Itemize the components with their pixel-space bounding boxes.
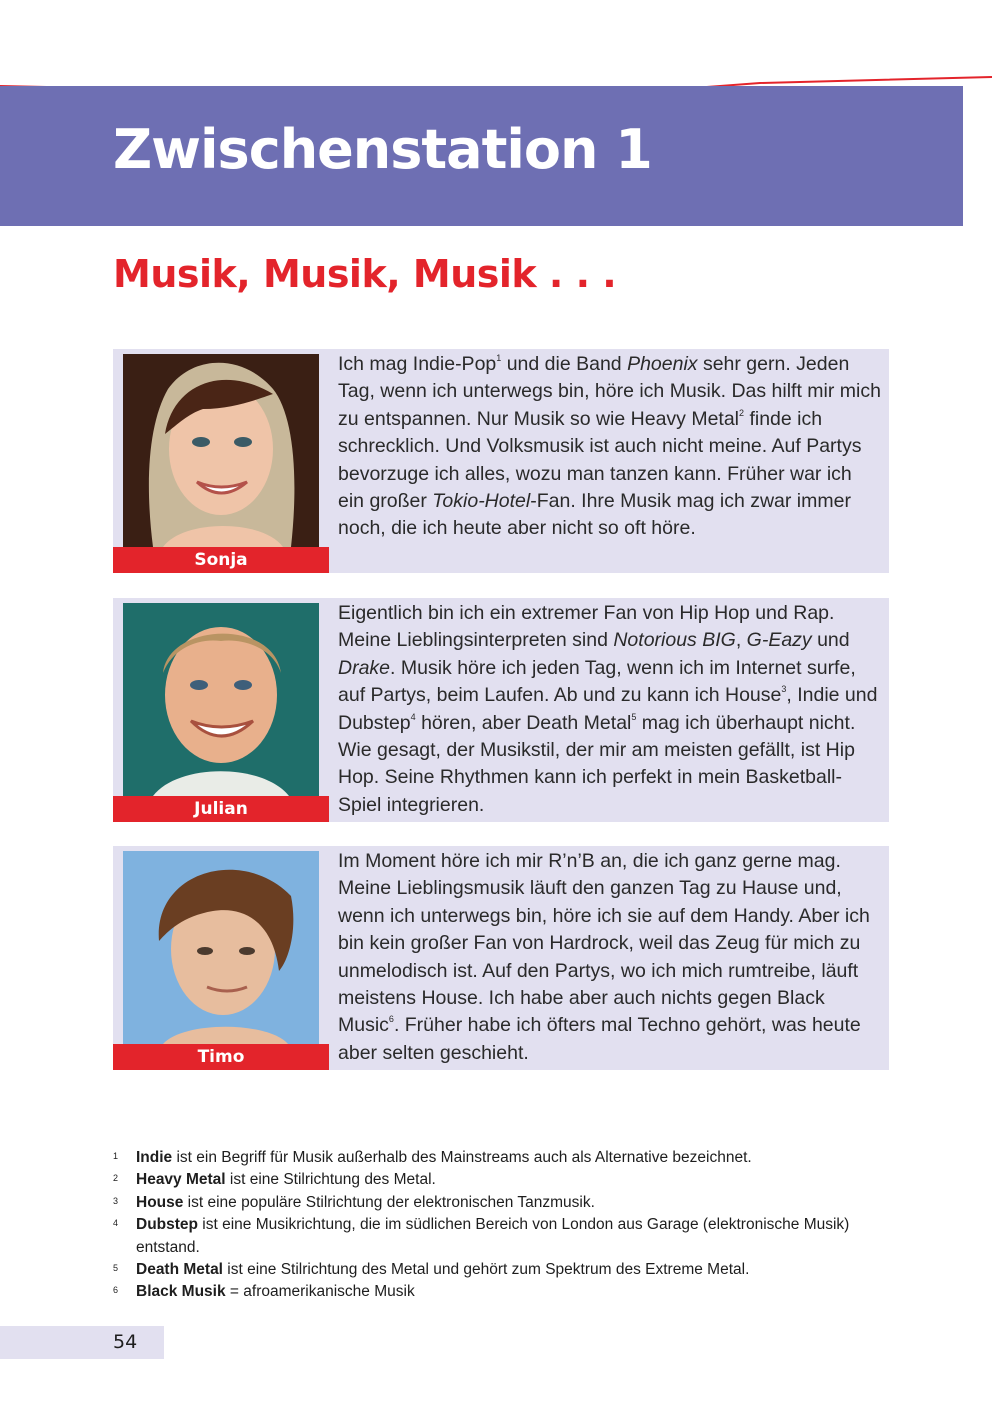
profile-text-julian: Eigentlich bin ich ein extremer Fan von Hip Hop und Rap. Meine Lieblingsinterpreten sind Notorious BIG, G-Eazy und Drake. Musik höre ich jeden Tag, wenn ich im Internet surfe, auf Partys, beim Laufen. Ab und zu kann ich House$^3$, Indie und Dubstep$^4$ hören, aber Death Metal$^5$ mag ich überhaupt nicht. Wie gesagt, der Musikstil, der mir am meisten gefällt, ist Hip Hop. Seine Rhythmen kann ich perfekt in mein Basketball-Spiel integrieren.: [338, 602, 878, 816]
footnote-text: = afroamerikanische Musik: [225, 1283, 415, 1301]
footnote-item: [113, 1259, 873, 1281]
footnote-number: 6: [113, 1285, 119, 1296]
footnote-text: ist eine Musikrichtung, die im südlichen Bereich von London aus Garage (elektronische Musik) entstand.: [136, 1216, 850, 1256]
footnote-text: ist eine Stilrichtung des Metal und gehört zum Spektrum des Extreme Metal.: [223, 1261, 750, 1279]
footnote-term: Black Musik: [136, 1283, 226, 1301]
footnote-ref: 3: [781, 684, 787, 695]
portrait-photo-icon: [123, 603, 319, 796]
page-number: 54: [113, 1331, 138, 1353]
footnote-item: [113, 1281, 873, 1303]
footnote-text: ist eine populäre Stilrichtung der elektronischen Tanzmusik.: [183, 1193, 595, 1211]
footnote-number: 5: [113, 1263, 119, 1274]
name-label-timo: Timo: [113, 1044, 329, 1070]
profile-text-sonja: Ich mag Indie-Pop$^1$ und die Band Phoenix sehr gern. Jeden Tag, wenn ich unterwegs bin, höre ich Musik. Das hilft mir mich zu entspannen. Nur Musik so wie Heavy Metal$^2$ finde ich schrecklich. Und Volksmusik ist auch nicht meine. Auf Partys bevorzuge ich alles, wozu man tanzen kann. Früher war ich ein großer Tokio-Hotel-Fan. Ihre Musik mag ich zwar immer noch, die ich heute aber nicht so oft höre.: [338, 353, 881, 540]
footnote-term: Death Metal: [136, 1261, 223, 1279]
footnote-ref: 1: [496, 353, 502, 363]
footnotes: [113, 1147, 873, 1304]
name-label-julian: Julian: [113, 796, 329, 822]
footnote-text: ist ein Begriff für Musik außerhalb des Mainstreams auch als Alternative bezeichnet.: [172, 1149, 752, 1166]
footnote-item: [113, 1214, 873, 1259]
page-title: Zwischenstation 1: [113, 118, 652, 181]
profile-card-timo: [113, 846, 889, 1070]
profile-card-sonja: [113, 349, 889, 573]
portrait-photo-icon: [123, 354, 319, 547]
footnote-ref: 4: [410, 711, 416, 722]
footnote-number: 4: [113, 1218, 119, 1229]
footnote-number: 2: [113, 1173, 119, 1184]
footnote-number: 3: [113, 1195, 119, 1206]
footnote-item: [113, 1169, 873, 1191]
red-divider-line: [0, 0, 992, 100]
footnote-term: Heavy Metal: [136, 1171, 226, 1189]
footnote-text: ist eine Stilrichtung des Metal.: [225, 1171, 436, 1189]
section-subtitle: Musik, Musik, Musik . . .: [113, 252, 617, 296]
page-number-bar: [0, 1326, 164, 1359]
footnote-term: House: [136, 1193, 184, 1211]
profile-text-timo: Im Moment höre ich mir R’n’B an, die ich ganz gerne mag. Meine Lieblingsmusik läuft den ganzen Tag zu Hause und, wenn ich unterwegs bin, höre ich sie auf dem Handy. Aber ich bin kein großer Fan von Hardrock, weil das Zeug für mich zu unmelodisch ist. Auf den Partys, wo ich mich rumtreibe, läuft meistens House. Ich habe aber auch nichts gegen Black Music$^6$. Früher habe ich öfters mal Techno gehört, was heute aber selten geschieht.: [338, 850, 870, 1064]
footnote-term: Indie: [136, 1149, 173, 1166]
profile-card-julian: [113, 598, 889, 822]
footnote-term: Dubstep: [136, 1216, 198, 1234]
footnote-ref: 5: [631, 711, 637, 722]
footnote-item: [113, 1192, 873, 1214]
footnote-number: 1: [113, 1151, 119, 1161]
name-label-sonja: Sonja: [113, 547, 329, 573]
portrait-photo-icon: [123, 851, 319, 1044]
footnote-ref: 2: [739, 407, 745, 418]
footnote-item: [113, 1147, 873, 1169]
footnote-ref: 6: [388, 1014, 394, 1025]
